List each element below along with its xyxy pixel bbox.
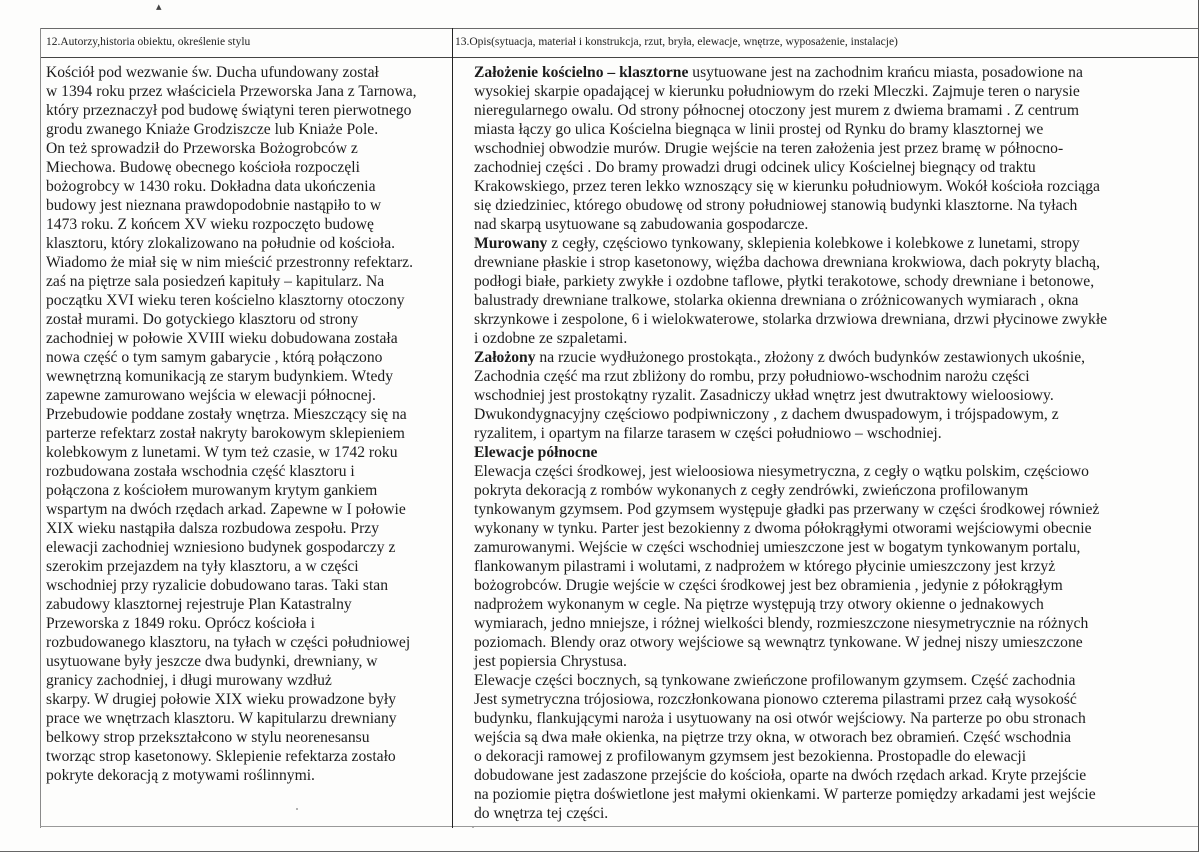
description-text-run: i ozdobne ze szpaletami. <box>474 330 628 347</box>
description-text-line <box>474 196 1190 215</box>
history-text-line: wschodniej przy ryzalicie dobudowano taras. Taki stan <box>46 577 389 594</box>
history-text-line: granicy zachodniej, i długi murowany wzdłuż <box>46 672 332 689</box>
description-text-run: Elewacja części środkowej, jest wieloosiowa niesymetryczna, z cegły o wątku polskim, częściowo <box>474 463 1089 480</box>
description-text-run: dobudowane jest zadaszone przejście do kościoła, oparte na dwóch rzędach arkad. Kryte przejście <box>474 767 1087 784</box>
description-text-run: podłogi białe, parkiety zwykłe i ozdobne taflowe, płytki terakotowe, schody drewniane i betonowe, <box>474 273 1095 290</box>
description-text-line <box>474 519 1190 538</box>
description-text-run: wschodniej obwodzie murów. Drugie wejście na teren założenia jest przez bramę w północno- <box>474 140 1064 157</box>
history-text-line: zapewne zamurowano wejścia w elewacji północnej. <box>46 387 376 404</box>
description-text-run: Krakowskiego, przez teren lekko wznoszący się w kierunku południowym. Wokół kościoła rozciąga <box>474 178 1100 195</box>
history-text-line: budowy jest nieznana prawdopodobnie nastąpiło to w <box>46 197 382 214</box>
history-text-line: elewacji zachodniej wzniesiono budynek gospodarczy z <box>46 539 396 556</box>
history-text-line: rozbudowana została wschodnia część klasztoru i <box>46 463 355 480</box>
history-text-line: zachodniej w połowie XVIII wieku dobudowana została <box>46 330 398 347</box>
history-text-line: nowa część o tym samym gabarycie , którą połączono <box>46 349 383 366</box>
description-text-run: wysokiej skarpie opadającej w kierunku południowym do rzeki Mleczki. Zajmuje teren o narysie <box>474 83 1080 100</box>
history-text-line: szerokim przejazdem na tyły klasztoru, a w części <box>46 558 359 575</box>
description-text-line <box>474 576 1190 595</box>
section-13-header: 13.Opis(sytuacja, materiał i konstrukcja, rzut, bryła, elewacje, wnętrze, wyposażenie, instalacje) <box>455 36 898 48</box>
description-text-line <box>474 329 1190 348</box>
description-text-run: flankowanym pilastrami i wolutami, z nadprożem w którego płycinie umieszczony jest krzyż <box>474 558 1056 575</box>
section-lead-heading: Założony <box>474 349 536 366</box>
description-text-run: nadprożem wykonanym w cegle. Na piętrze występują trzy otwory okienne o jednakowych <box>474 596 1044 613</box>
description-text-line <box>474 595 1190 614</box>
description-text-run: z cegły, częściowo tynkowany, sklepienia kolebkowe i kolebkowe z lunetami, stropy <box>547 235 1080 252</box>
description-text-run: Elewacje części bocznych, są tynkowane zwieńczone profilowanym gzymsem. Część zachodnia <box>474 672 1076 689</box>
description-text-run: Zachodnia część ma rzut zbliżony do rombu, przy południowo-wschodnim narożu części <box>474 368 1030 385</box>
description-text-line <box>474 120 1190 139</box>
description-text-run: do wnętrza tej części. <box>474 805 609 822</box>
history-text-line: grodu zwanego Kniaże Grodziszcze lub Kniaże Pole. <box>46 121 379 138</box>
description-text-run: wykonany w tynku. Parter jest bezokienny z dwoma półokrągłymi otworami wejściowymi obecnie <box>474 520 1092 537</box>
description-text-run: wschodniej jest prostokątny ryzalit. Zasadniczy układ wnętrz jest dwutraktowy wieloosiowy. <box>474 387 1054 404</box>
description-text-line <box>474 253 1190 272</box>
history-text-line: rozbudowanego klasztoru, na tyłach w części południowej <box>46 634 411 651</box>
description-text-line <box>474 82 1190 101</box>
history-text-line: tworząc strop kasetonowy. Sklepienie refektarza zostało <box>46 748 396 765</box>
history-text-line: który przeznaczył pod budowę świątyni teren pierwotnego <box>46 102 412 119</box>
description-text-run: nad skarpą usytuowane są zabudowania gospodarcze. <box>474 216 809 233</box>
header-separator-line <box>40 57 1198 58</box>
description-text-line <box>474 747 1190 766</box>
history-text-line: XIX wieku nastąpiła dalsza rozbudowa zespołu. Przy <box>46 520 379 537</box>
description-text-run: na rzucie wydłużonego prostokąta., złożony z dwóch budynków zestawionych ukośnie, <box>535 349 1086 366</box>
description-text-line <box>474 652 1190 671</box>
description-text-run: na poziomie piętra doświetlone jest małymi okienkami. W parterze pomiędzy arkadami jest wejście <box>474 786 1096 803</box>
description-text-run: Jest symetryczna trójosiowa, rozczłonkowana pionowo czterema pilastrami przez całą wysokość <box>474 691 1077 708</box>
scan-speck <box>472 826 474 828</box>
history-text-line: został murami. Do gotyckiego klasztoru od strony <box>46 311 359 328</box>
description-text-line <box>474 367 1190 386</box>
history-text-column <box>46 63 450 785</box>
history-text-line: Miechowa. Budowę obecnego kościoła rozpoczęli <box>46 159 360 176</box>
history-text-line: klasztoru, który zlokalizowano na południe od kościoła. <box>46 235 396 252</box>
description-text-run: skrzynkowe i zespolone, 6 i wielokwaterowe, stolarka drzwiowa drewniana, drzwi płycinowe zwykłe <box>474 311 1108 328</box>
description-text-run: ryzalitem, i opartym na filarze tarasem w części południowo – wschodniej. <box>474 425 942 442</box>
description-text-run: wejścia są dwa małe okienka, na piętrze trzy okna, w otworach bez obramień. Część wschodnia <box>474 729 1072 746</box>
description-text-line <box>474 215 1190 234</box>
description-text-line <box>474 405 1190 424</box>
description-text-line <box>474 443 1190 462</box>
frame-top-line <box>40 28 1198 29</box>
description-text-line <box>474 310 1190 329</box>
description-text-run: nieregularnego owalu. Od strony północnej otoczony jest murem z dwiema bramami . Z centrum <box>474 102 1079 119</box>
description-text-line <box>474 272 1190 291</box>
section-lead-heading: Założenie kościelno – klasztorne <box>474 64 689 81</box>
history-text-line: połączona z kościołem murowanym krytym gankiem <box>46 482 378 499</box>
description-text-line <box>474 386 1190 405</box>
description-text-line <box>474 462 1190 481</box>
history-text-line: zaś na piętrze sala posiedzeń kapituły – kapitularz. Na <box>46 273 385 290</box>
scan-speck <box>296 808 298 810</box>
history-text-line: wspartym na dwóch rzędach arkad. Zapewne w I połowie <box>46 501 406 518</box>
frame-bottom-line <box>40 826 1198 827</box>
description-text-run: budynku, flankującymi naroża i usytuowany na osi otwór wejściowy. Na parterze po obu stronach <box>474 710 1086 727</box>
column-divider <box>452 28 453 828</box>
description-text-line <box>474 234 1190 253</box>
description-text-line <box>474 690 1190 709</box>
description-text-run: jest popiersia Chrystusa. <box>474 653 627 670</box>
history-text-line: usytuowane były jeszcze dwa budynki, drewniany, w <box>46 653 378 670</box>
description-text-line <box>474 785 1190 804</box>
description-text-run: balustrady drewniane tralkowe, stolarka okienna drewniana o zróżnicowanych wymiarach , okna <box>474 292 1079 309</box>
section-12-header: 12.Autorzy,historia obiektu, określenie stylu <box>46 36 251 48</box>
history-text-line: w 1394 roku przez właściciela Przeworska Jana z Tarnowa, <box>46 83 417 100</box>
history-text-line: początku XVI wieku teren kościelno klasztorny otoczony <box>46 292 405 309</box>
description-text-line <box>474 766 1190 785</box>
section-lead-heading: Elewacje północne <box>474 444 598 461</box>
description-text-run: Dwukondygnacyjny częściowo podpiwniczony , z dachem dwuspadowym, i trójspadowym, z <box>474 406 1059 423</box>
description-text-line <box>474 177 1190 196</box>
history-text-line: bożogrobcy w 1430 roku. Dokładna data ukończenia <box>46 178 376 195</box>
description-text-run: o dekoracji ramowej z profilowanym gzymsem jest bezokienna. Prostopadle do elewacji <box>474 748 1027 765</box>
description-text-line <box>474 614 1190 633</box>
history-text-line: belkowy strop przekształcono w stylu neorenesansu <box>46 729 370 746</box>
description-text-run: tynkowanym gzymsem. Pod gzymsem występuje gładki pas przerwany w części środkowej również <box>474 501 1100 518</box>
description-text-line <box>474 63 1190 82</box>
description-text-line <box>474 158 1190 177</box>
description-text-run: usytuowane jest na zachodnim krańcu miasta, posadowione na <box>688 64 1083 81</box>
description-text-line <box>474 291 1190 310</box>
description-text-run: poziomach. Blendy oraz otwory wejściowe są wewnątrz tynkowane. W jednej niszy umieszczone <box>474 634 1083 651</box>
description-text-run: wymiarach, jedno mniejsze, i różnej wielkości blendy, rozmieszczone niesymetrycznie na różnych <box>474 615 1089 632</box>
description-text-line <box>474 500 1190 519</box>
frame-left-line <box>40 28 41 828</box>
history-text-line: 1473 roku. Z końcem XV wieku rozpoczęto budowę <box>46 216 374 233</box>
history-text-line: Przeworska z 1849 roku. Oprócz kościoła i <box>46 615 315 632</box>
description-text-run: pokryta dekoracją z rombów wykonanych z cegły zendrówki, zwieńczona profilowanym <box>474 482 1029 499</box>
history-text-line: Wiadomo że miał się w nim mieścić przestronny refektarz. <box>46 254 413 271</box>
history-text-line: On też sprowadził do Przeworska Bożogrobców z <box>46 140 358 157</box>
description-text-run: miasta łączy go ulica Kościelna biegnąca w linii prostej od Rynku do bramy klasztornej we <box>474 121 1044 138</box>
description-text-column <box>474 63 1190 823</box>
description-text-line <box>474 348 1190 367</box>
description-text-line <box>474 557 1190 576</box>
description-text-line <box>474 633 1190 652</box>
description-text-line <box>474 424 1190 443</box>
description-text-line <box>474 671 1190 690</box>
history-text-line: Kościół pod wezwanie św. Ducha ufundowany został <box>46 64 379 81</box>
description-text-line <box>474 139 1190 158</box>
description-text-run: drewniane płaskie i strop kasetonowy, więźba dachowa drewniana krokwiowa, dach pokryty blachą, <box>474 254 1100 271</box>
description-text-run: się dziedziniec, którego obudowę od strony południowej stanowią budynki klasztorne. Na tyłach <box>474 197 1078 214</box>
description-text-line <box>474 709 1190 728</box>
history-text-line: wewnętrzną komunikacją ze starym budynkiem. Wtedy <box>46 368 393 385</box>
description-text-line <box>474 101 1190 120</box>
history-text-line: pokryte dekoracją z motywami roślinnymi. <box>46 767 315 784</box>
history-text-line: kolebkowym z lunetami. W tym też czasie, w 1742 roku <box>46 444 398 461</box>
history-text-line: prace we wnętrzach klasztoru. W kapitularzu drewniany <box>46 710 397 727</box>
history-text-line: Przebudowie poddane zostały wnętrza. Mieszczący się na <box>46 406 407 423</box>
history-text-line: zabudowy klasztornej rejestruje Plan Katastralny <box>46 596 352 613</box>
description-text-line <box>474 728 1190 747</box>
section-lead-heading: Murowany <box>474 235 548 252</box>
description-text-line <box>474 481 1190 500</box>
description-text-run: zachodniej części . Do bramy prowadzi drugi odcinek ulicy Kościelnej biegnący od traktu <box>474 159 1036 176</box>
history-text-line: skarpy. W drugiej połowie XIX wieku prowadzone były <box>46 691 397 708</box>
description-text-line <box>474 538 1190 557</box>
description-text-run: bożogrobców. Drugie wejście w części środkowej jest bez obramienia , jedynie z półokrągłym <box>474 577 1063 594</box>
description-text-line <box>474 804 1190 823</box>
scan-mark: ▴ <box>156 1 162 13</box>
history-text-line: parterze refektarz został nakryty barokowym sklepieniem <box>46 425 405 442</box>
description-text-run: zamurowanymi. Wejście w części wschodniej umieszczone jest w bogatym tynkowanym portalu, <box>474 539 1081 556</box>
